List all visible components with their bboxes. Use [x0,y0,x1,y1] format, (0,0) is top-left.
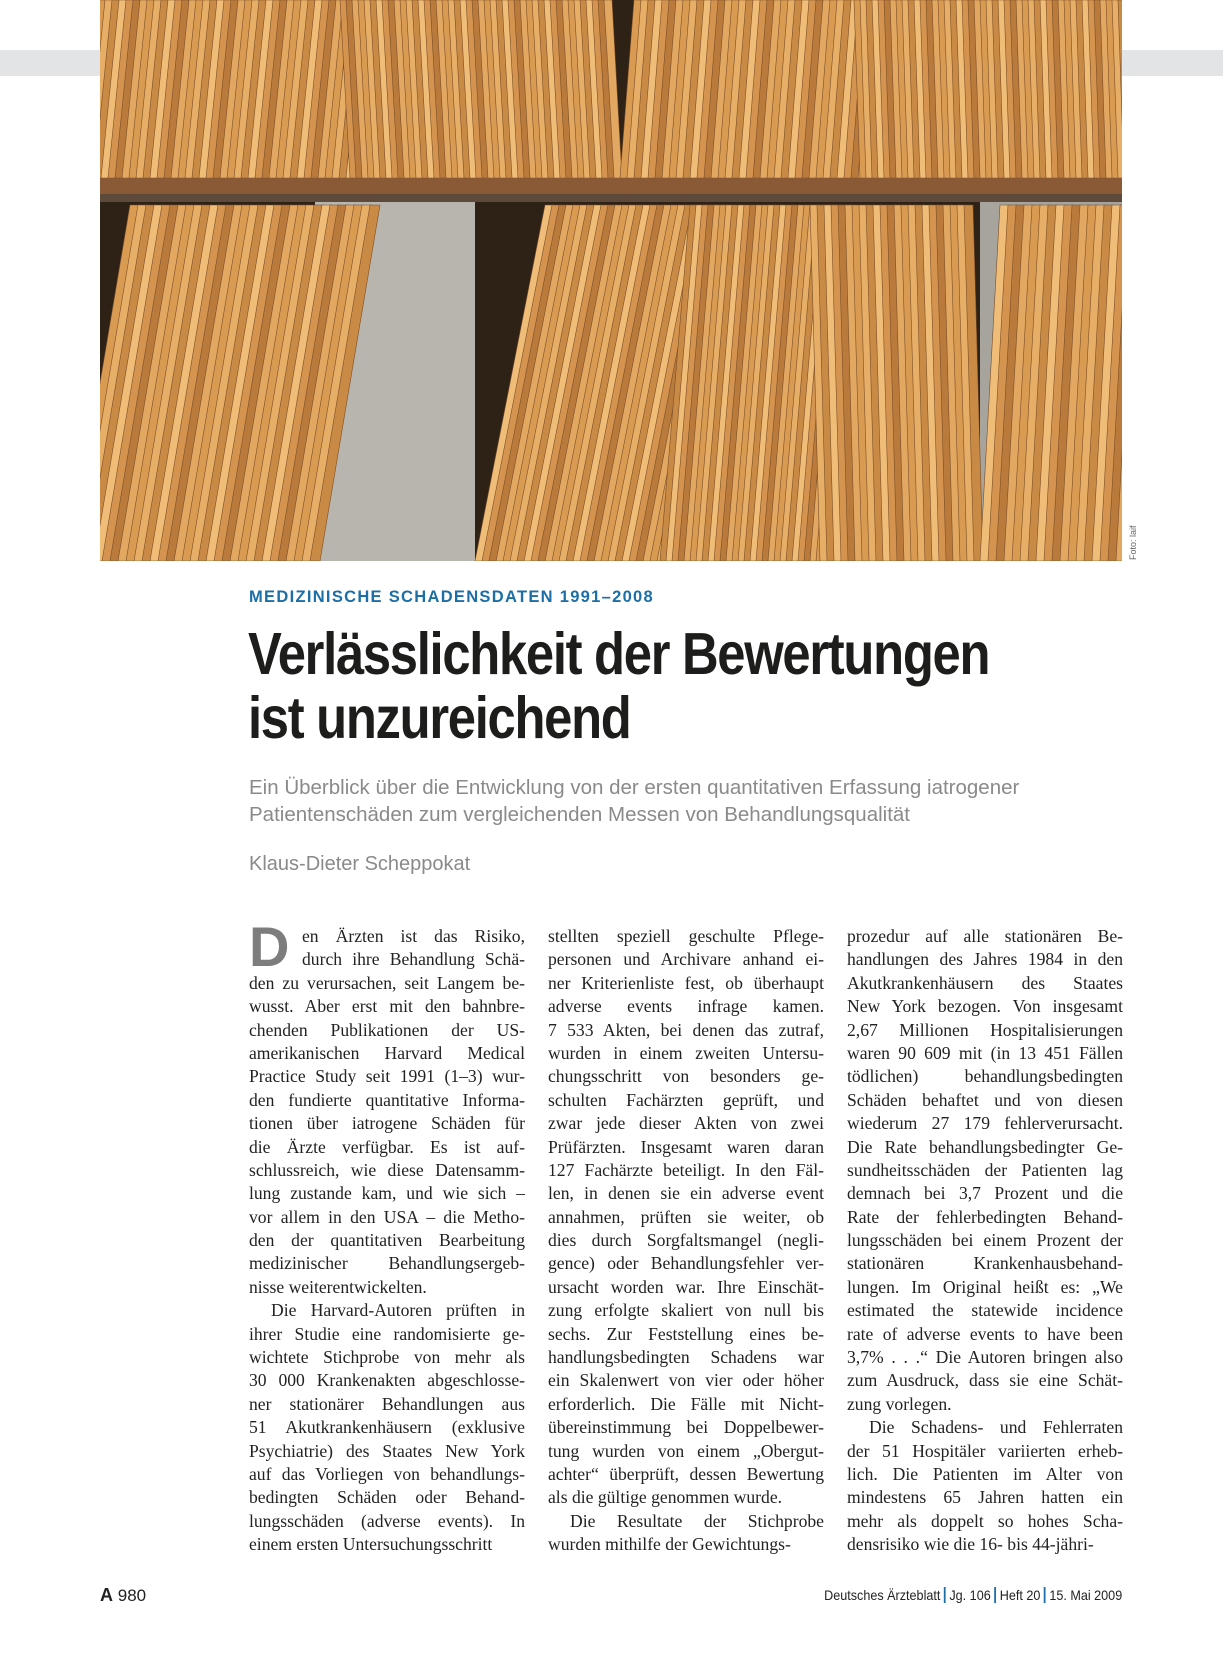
subtitle-line: Patientenschäden zum vergleichenden Messen von Behandlungsqualität [249,803,911,826]
body-text-line: schlussreich, wie diese Datensamm- [249,1159,525,1180]
body-text-line: lungen. Im Original heißt es: „We [847,1276,1123,1297]
body-text-line: amerikanischen Harvard Medical [249,1042,525,1063]
body-text-line: handlungen des Jahres 1984 in den [847,949,1123,970]
body-text-line: tionen über iatrogene Schäden für [249,1113,525,1134]
body-text-line: Psychiatrie) des Staates New York [249,1440,525,1461]
body-text-line: die Ärzte verfügbar. Es ist auf- [249,1136,525,1157]
header-band-left [0,50,100,76]
footer-separator [944,1587,946,1603]
page-number-value: 980 [117,1586,147,1605]
body-text-line: 30 000 Krankenakten abgeschlosse- [249,1370,525,1391]
article-headline [248,622,1005,750]
body-column-1 [249,915,525,1557]
body-text-line: en Ärzten ist das Risiko, [302,926,525,946]
body-text-line: nisse weiterentwickelten. [249,1276,427,1297]
body-text-line: lich. Die Patienten im Alter von [847,1463,1123,1484]
body-text-line: waren 90 609 mit (in 13 451 Fällen [847,1042,1123,1063]
body-column-3 [847,925,1123,1557]
body-text-line: tödlichen) behandlungsbedingten [847,1066,1123,1087]
page-prefix: A [100,1585,113,1605]
body-text-line: ner stationärer Behandlungen aus [249,1393,525,1414]
body-text-line: als die gültige genommen wurde. [548,1487,783,1508]
article-kicker: MEDIZINISCHE SCHADENSDATEN 1991–2008 [249,588,655,606]
body-text-line: lungsschäden (adverse events). In [249,1510,525,1531]
body-text-line: tung wurden von einem „Obergut- [548,1440,824,1461]
body-text-line: mindestens 65 Jahren hatten ein [847,1487,1123,1508]
header-band-right [1122,50,1223,76]
body-column-2 [548,925,824,1557]
body-text-line: ihrer Studie eine randomisierte ge- [249,1323,525,1344]
body-text-line: zwar jede dieser Akten von zwei [548,1113,824,1134]
file-folders-photo [100,0,1122,561]
journal-footer [824,1587,1122,1603]
body-text-line: Die Rate behandlungsbedingter Ge- [847,1136,1123,1157]
body-text-line: bedingten Schäden oder Behand- [249,1487,525,1508]
body-text-line: wichtete Stichprobe von mehr als [249,1347,525,1368]
body-text-line: der 51 Hospitäler variierten erheb- [847,1440,1123,1461]
body-text-line: sechs. Zur Feststellung eines be- [548,1323,824,1344]
body-text-line: 2,67 Millionen Hospitalisierungen [847,1019,1123,1040]
body-text-line: dies durch Sorgfaltsmangel (negli- [548,1230,824,1251]
body-text-line: prozedur auf alle stationären Be- [847,926,1123,946]
body-text-line: stellten speziell geschulte Pflege- [548,926,824,946]
body-text-line: wurden in einem zweiten Untersu- [548,1042,824,1063]
body-text-line: Die Harvard-Autoren prüften in [271,1300,525,1321]
body-text-line: zung erfolgte skaliert von null bis [548,1300,824,1321]
journal-name: Deutsches Ärzteblatt [823,1587,941,1603]
headline-line: ist unzureichend [248,685,631,751]
body-text-line: gence) oder Behandlungsfehler ver- [548,1253,824,1274]
body-text-line: übereinstimmung bei Doppelbewer- [548,1417,824,1438]
body-text-line: ursacht worden war. Ihre Einschät- [548,1276,824,1297]
body-text-line: den fundierte quantitative Informa- [249,1089,525,1110]
body-text-line: annahmen, prüften sie weiter, ob [548,1206,824,1227]
body-text-line: Schäden behaftet und von diesen [847,1089,1123,1110]
body-text-line: den der quantitativen Bearbeitung [249,1230,525,1251]
body-text-line: personen und Archivare anhand ei- [548,949,824,970]
body-text-line: auf das Vorliegen von behandlungs- [249,1463,525,1484]
body-text-line: zung vorlegen. [847,1393,952,1414]
body-text-line: lung zustande kam, und wie sich – [249,1183,525,1204]
journal-volume: Jg. 106 [949,1587,991,1603]
body-text-line: wiederum 27 179 fehlerverursacht. [847,1113,1123,1134]
page-number [100,1585,146,1606]
journal-issue: Heft 20 [999,1587,1041,1603]
body-text-line: erforderlich. Die Fälle mit Nicht- [548,1393,824,1414]
photo-credit: Foto: laif [1128,525,1138,560]
headline-line: Verlässlichkeit der Bewertungen [248,621,990,687]
body-text-line: densrisiko wie die 16- bis 44-jähri- [847,1534,1094,1555]
body-text-line: Akutkrankenhäusern des Staates [847,972,1123,993]
article-subtitle [249,774,1129,828]
article-author: Klaus-Dieter Scheppokat [249,853,471,875]
body-text-line: ein Skalenwert von vier oder höher [548,1370,824,1391]
article-photo [100,0,1122,561]
body-text-line: New York bezogen. Von insgesamt [847,996,1123,1017]
body-text-line: chungsschritt von besonders ge- [548,1066,824,1087]
body-text-line: handlungsbedingten Schadens war [548,1347,824,1368]
body-text-line: chenden Publikationen der US- [249,1019,525,1040]
body-text-line: Die Resultate der Stichprobe [570,1510,824,1531]
body-text-line: 3,7% . . .“ Die Autoren bringen also [847,1347,1123,1368]
body-text-line: Die Schadens- und Fehlerraten [869,1417,1123,1438]
body-text-line: Rate der fehlerbedingten Behand- [847,1206,1123,1227]
body-text-line: zum Ausdruck, dass sie eine Schät- [847,1370,1123,1391]
body-text-line: Practice Study seit 1991 (1–3) wur- [249,1066,525,1087]
body-text-line: wusst. Aber erst mit den bahnbre- [249,996,525,1017]
body-text-line: sundheitsschäden der Patienten lag [847,1159,1123,1180]
body-text-line: mehr als doppelt so hohes Scha- [847,1510,1123,1531]
body-text-line: 51 Akutkrankenhäusern (exklusive [249,1417,525,1438]
body-text-line: stationären Krankenhausbehand- [847,1253,1123,1274]
body-text-line: adverse events infrage kamen. [548,996,824,1017]
shelf-board-edge [100,178,1122,194]
body-text-line: 7 533 Akten, bei denen das zutraf, [548,1019,824,1040]
body-text-line: den zu verursachen, seit Langem be- [249,972,525,993]
body-text-line: rate of adverse events to have been [847,1323,1123,1344]
body-text-line: wurden mithilfe der Gewichtungs- [548,1534,791,1555]
drop-cap: D [249,915,290,978]
journal-date: 15. Mai 2009 [1049,1587,1122,1603]
body-text-line: estimated the statewide incidence [847,1300,1123,1321]
body-text-line: Prüfärzten. Insgesamt waren daran [548,1136,824,1157]
body-text-line: vor allem in den USA – die Metho- [249,1206,525,1227]
body-text-line: len, in denen sie ein adverse event [548,1183,824,1204]
body-text-line: durch ihre Behandlung Schä- [302,949,525,970]
footer-separator [994,1587,996,1603]
body-text-line: demnach bei 3,7 Prozent und die [847,1183,1123,1204]
footer-separator [1044,1587,1046,1603]
body-text-line: achter“ überprüft, dessen Bewertung [548,1463,824,1484]
body-text-line: schulten Fachärzten geprüft, und [548,1089,824,1110]
body-text-line: medizinischer Behandlungsergeb- [249,1253,525,1274]
body-text-line: ner Kriterienliste fest, ob überhaupt [548,972,824,993]
body-text-line: lungsschäden bei einem Prozent der [847,1230,1123,1251]
body-text-line: 127 Fachärzte beteiligt. In den Fäl- [548,1159,824,1180]
body-text-line: einem ersten Untersuchungsschritt [249,1534,493,1555]
subtitle-line: Ein Überblick über die Entwicklung von der ersten quantitativen Erfassung iatrogener [249,776,1020,799]
